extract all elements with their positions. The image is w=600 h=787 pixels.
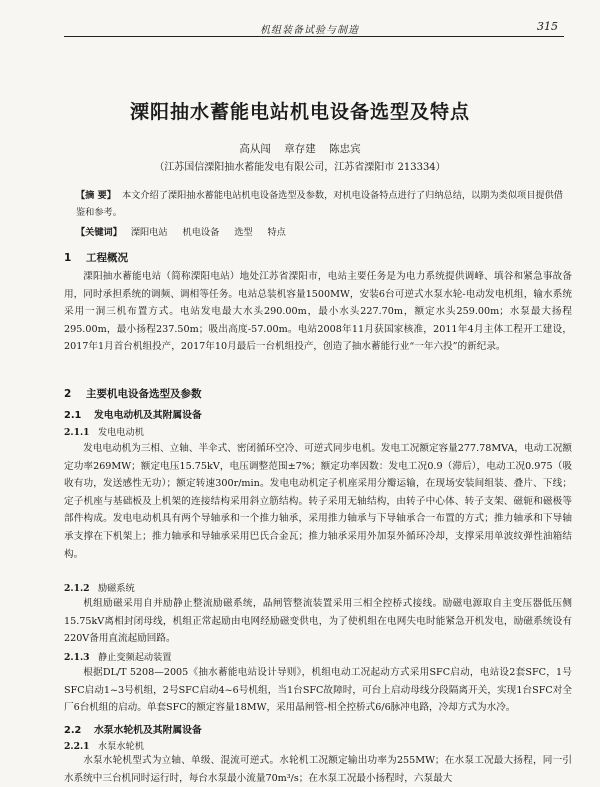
subsection-title: 发电电动机及其附属设备 [94, 410, 202, 421]
body-paragraph: 机组励磁采用自并励静止整流励磁系统，晶闸管整流装置采用三相全控桥式接线。励磁电源取自主变压器低压侧15.75kV离相封闭母线，机组正常起励由电网经励磁变供电，为了使机组在电网失电时能紧急开机发电，励磁系统设有220V备用直流起励回路。 [64, 598, 572, 645]
subsection-number: 2.1 [64, 410, 82, 421]
running-header [64, 20, 564, 37]
section-heading [64, 250, 128, 265]
abstract [76, 187, 572, 221]
body-paragraph: 水泵水轮机型式为立轴、单级、混流可逆式。水轮机工况额定输出功率为255MW；在水泵工况最大扬程，同一引水系统中三台机同时运行时，每台水泵最小流量70m³/s；在水泵工况最小扬程时，六泵最大 [64, 755, 572, 784]
body-paragraph: 溧阳抽水蓄能电站（简称溧阳电站）地处江苏省溧阳市，电站主要任务是为电力系统提供调峰、填谷和紧急事故备用，同时承担系统的调频、调相等任务。电站总装机容量1500MW，安装6台可逆式水泵水轮-电动发电机组，输水系统采用一洞三机布置方式。电站发电最大水头290.00m，最小水头227.70m，额定水头259.00m；水泵最大扬程295.00m，最小扬程237.50m；吸出高度-57.00m。电站2008年11月获国家核准，2011年4月主体工程开工建设，2017年1月首台机组投产，2017年10月最后一台机组投产，创造了抽水蓄能行业“一年六投”的新纪录。 [64, 271, 572, 353]
subsubsection-heading [64, 738, 144, 752]
subsubsection-title: 静止变频起动装置 [98, 652, 172, 663]
affiliation: （江苏国信溧阳抽水蓄能发电有限公司，江苏省溧阳市 213334） [154, 162, 446, 173]
page-number: 315 [537, 20, 558, 33]
subsection-number: 2.2 [64, 725, 82, 736]
section-number: 2 [64, 388, 72, 400]
author-list [0, 141, 600, 156]
keyword: 特点 [267, 227, 286, 238]
subsection-heading [64, 407, 202, 421]
paper-title: 溧阳抽水蓄能电站机电设备选型及特点 [129, 101, 470, 123]
subsubsection-heading [64, 424, 144, 438]
subsubsection-title: 励磁系统 [98, 583, 135, 594]
subsubsection-number: 2.1.3 [64, 652, 90, 663]
abstract-label: 【摘 要】 [76, 190, 116, 201]
subsubsection-number: 2.1.1 [64, 427, 90, 438]
section-title: 主要机电设备选型及参数 [86, 388, 202, 400]
keyword: 溧阳电站 [130, 227, 168, 238]
subsubsection-heading [64, 649, 172, 663]
keywords [76, 224, 572, 238]
body-paragraph: 根据DL/T 5208—2005《抽水蓄能电站设计导则》，机组电动工况起动方式采用SFC启动，电站设2套SFC，1号SFC启动1~3号机组，2号SFC启动4~6号机组，当1台SFC故障时，可台上启动母线分段隔离开关，实现1台SFC对全厂6台机组的启动。单套SFC的额定容量18MW，采用晶闸管-相全控桥式6/6脉冲电路，冷却方式为水冷。 [64, 667, 572, 714]
author: 高从闯 [239, 143, 271, 155]
section-title: 工程概况 [86, 252, 128, 264]
running-title: 机组装备试验与制造 [260, 25, 359, 36]
subsubsection-title: 水泵水轮机 [98, 741, 144, 752]
subsubsection-number: 2.1.2 [64, 583, 90, 594]
author: 章存建 [284, 143, 316, 155]
keywords-label: 【关键词】 [76, 227, 122, 238]
keyword: 机电设备 [182, 227, 220, 238]
section-heading [64, 386, 202, 401]
subsubsection-title: 发电电动机 [98, 427, 144, 438]
author: 陈忠宾 [329, 143, 361, 155]
keyword: 选型 [234, 227, 253, 238]
section-number: 1 [64, 252, 72, 264]
subsubsection-heading [64, 580, 135, 594]
subsection-title: 水泵水轮机及其附属设备 [94, 725, 202, 736]
subsection-heading [64, 722, 202, 736]
abstract-text: 本文介绍了溧阳抽水蓄能电站机电设备选型及参数，对机电设备特点进行了归纳总结，以期为类似项目提供借鉴和参考。 [76, 190, 563, 218]
body-paragraph: 发电电动机为三相、立轴、半伞式、密闭循环空冷、可逆式同步电机。发电工况额定容量277.78MVA，电动工况额定功率269MW；额定电压15.75kV，电压调整范围±7%；额定功率因数：发电工况0.9（滞后），电动工况0.975（吸收有功，发送感性无功）；额定转速300r/min。发电电动机定子机座采用分瓣运输，在现场安装间组装、叠片、下线；定子机座与基础板及上机架的连接结构采用斜立筋结构。转子采用无轴结构，由转子中心体、转子支架、磁轭和磁极等部件构成。发电电动机具有两个导轴承和一个推力轴承，采用推力轴承与下导轴承合一布置的方式；推力轴承和下导轴承支撑在下机架上；推力轴承和导轴承采用巴氏合金瓦；推力轴承采用外加泵外循环冷却，支撑采用单波纹弹性油箱结构。 [64, 443, 572, 560]
subsubsection-number: 2.2.1 [64, 741, 90, 752]
